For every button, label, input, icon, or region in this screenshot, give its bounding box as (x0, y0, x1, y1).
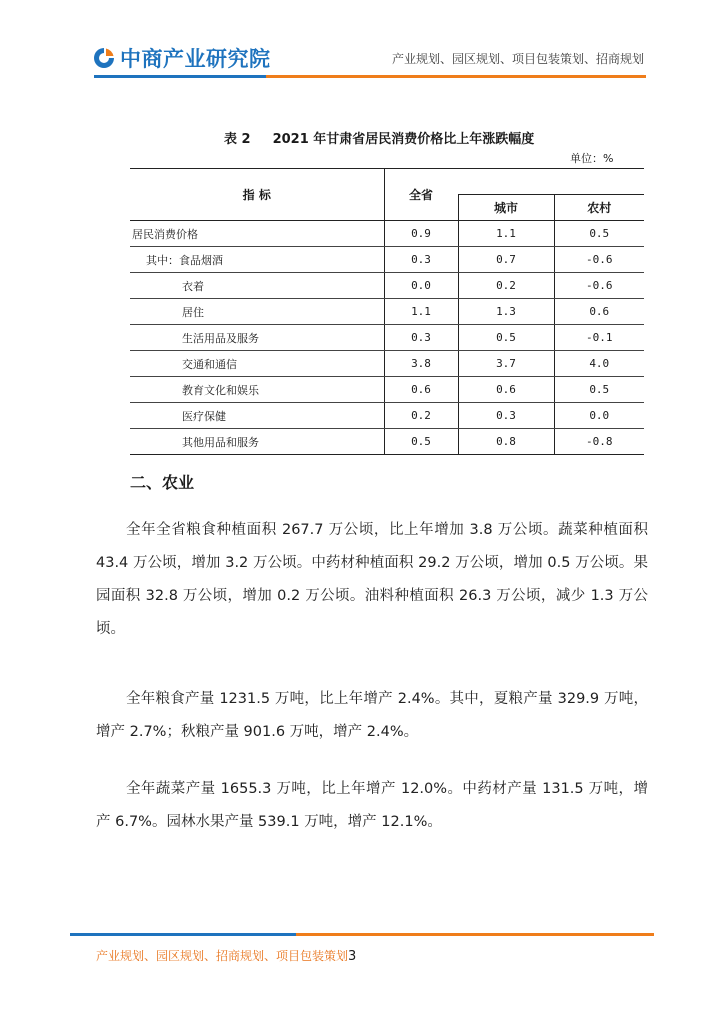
table-row (130, 247, 644, 273)
cell-province: 0.5 (384, 429, 458, 455)
row-label: 生活用品及服务 (130, 325, 384, 351)
cell-province: 0.0 (384, 273, 458, 299)
table-row (130, 403, 644, 429)
cell-city: 0.7 (458, 247, 554, 273)
cell-rural: -0.1 (554, 325, 644, 351)
row-label: 教育文化和娱乐 (130, 377, 384, 403)
table-title (224, 128, 534, 147)
cell-rural: 0.5 (554, 377, 644, 403)
table-row (130, 299, 644, 325)
cell-rural: -0.6 (554, 247, 644, 273)
cell-rural: -0.8 (554, 429, 644, 455)
header-rule-orange (266, 75, 646, 78)
footer-tagline: 产业规划、园区规划、招商规划、项目包装策划 (96, 949, 349, 963)
header-province: 全省 (384, 169, 458, 221)
footer (96, 947, 356, 964)
row-label: 居民消费价格 (130, 221, 384, 247)
cell-province: 0.3 (384, 247, 458, 273)
logo-mark-icon (92, 46, 116, 70)
cell-province: 0.6 (384, 377, 458, 403)
cell-city: 1.3 (458, 299, 554, 325)
table-number: 表 2 (224, 132, 251, 147)
company-logo (92, 44, 271, 72)
header-rural: 农村 (554, 195, 644, 221)
paragraph-planting-area: 全年全省粮食种植面积 267.7 万公顷，比上年增加 3.8 万公顷。蔬菜种植面积 43.4 万公顷，增加 3.2 万公顷。中药材种植面积 29.2 万公顷，增加 0.5 万公顷。果园面积 32.8 万公顷，增加 0.2 万公顷。油料种植面积 26.3 万公顷，减少 1.3 万公顷。 (96, 522, 648, 637)
cell-rural: 0.5 (554, 221, 644, 247)
table-row (130, 377, 644, 403)
cell-city: 0.3 (458, 403, 554, 429)
cell-city: 0.8 (458, 429, 554, 455)
table-row (130, 273, 644, 299)
paragraph-grain-output: 全年粮食产量 1231.5 万吨，比上年增产 2.4%。其中，夏粮产量 329.9 万吨，增产 2.7%；秋粮产量 901.6 万吨，增产 2.4%。 (96, 691, 648, 740)
table-unit: 单位：% (570, 152, 614, 165)
row-label: 医疗保健 (130, 403, 384, 429)
section-heading: 二、农业 (130, 473, 195, 492)
cell-province: 1.1 (384, 299, 458, 325)
cell-rural: 0.0 (554, 403, 644, 429)
paragraph-vegetable-output: 全年蔬菜产量 1655.3 万吨，比上年增产 12.0%。中药材产量 131.5 万吨，增产 6.7%。园林水果产量 539.1 万吨，增产 12.1%。 (96, 781, 648, 830)
price-change-table (130, 168, 644, 455)
cell-city: 0.2 (458, 273, 554, 299)
logo-text: 中商产业研究院 (120, 47, 271, 71)
header-blank-city (458, 169, 554, 195)
cell-province: 0.3 (384, 325, 458, 351)
header-city: 城市 (458, 195, 554, 221)
row-label: 其中：食品烟酒 (130, 247, 384, 273)
table-row (130, 325, 644, 351)
header-rule-blue (94, 75, 266, 78)
row-label: 居住 (130, 299, 384, 325)
row-label: 交通和通信 (130, 351, 384, 377)
table-row (130, 221, 644, 247)
page-number: 3 (348, 949, 357, 964)
cell-city: 3.7 (458, 351, 554, 377)
header-blank-rural (554, 169, 644, 195)
table-caption: 2021 年甘肃省居民消费价格比上年涨跌幅度 (272, 132, 535, 147)
cell-rural: 0.6 (554, 299, 644, 325)
cell-city: 0.5 (458, 325, 554, 351)
cell-province: 0.9 (384, 221, 458, 247)
cell-rural: 4.0 (554, 351, 644, 377)
cell-city: 1.1 (458, 221, 554, 247)
cell-city: 0.6 (458, 377, 554, 403)
table-row (130, 351, 644, 377)
footer-rule-orange (296, 933, 654, 936)
row-label: 其他用品和服务 (130, 429, 384, 455)
footer-rule-blue (70, 933, 296, 936)
cell-rural: -0.6 (554, 273, 644, 299)
table-row (130, 429, 644, 455)
header-tagline: 产业规划、园区规划、项目包装策划、招商规划 (391, 52, 644, 66)
row-label: 衣着 (130, 273, 384, 299)
cell-province: 3.8 (384, 351, 458, 377)
header-indicator: 指 标 (130, 169, 384, 221)
cell-province: 0.2 (384, 403, 458, 429)
